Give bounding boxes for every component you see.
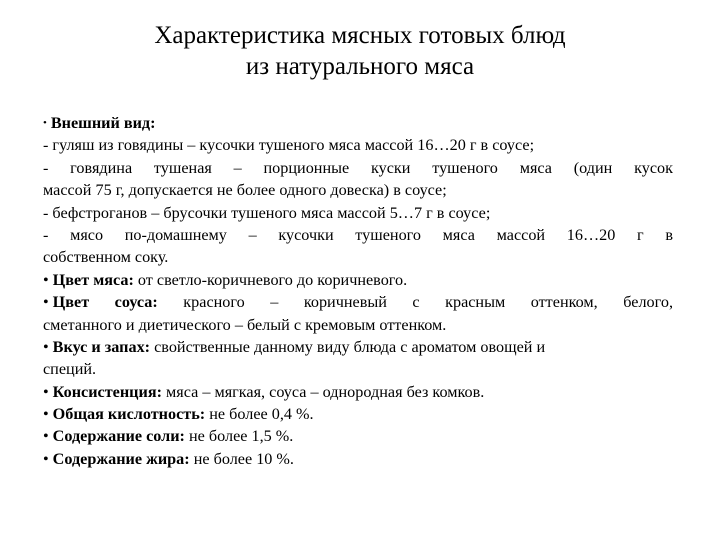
consistency-text: мяса – мягкая, соуса – однородная без комков. bbox=[161, 382, 485, 401]
taste-smell-text: свойственные данному виду блюда с ароматом овощей и bbox=[150, 337, 546, 356]
bullet-icon: • bbox=[43, 449, 49, 468]
bullet-icon: • bbox=[43, 427, 49, 446]
appearance-line: - бефстроганов – брусочки тушеного мяса массой 5…7 г в соусе; bbox=[43, 203, 491, 222]
bullet-icon: • bbox=[43, 270, 49, 289]
fat-item bbox=[43, 448, 673, 470]
slide-title bbox=[60, 20, 660, 82]
bullet-icon: • bbox=[43, 405, 49, 424]
appearance-line: - гуляш из говядины – кусочки тушеного мяса массой 16…20 г в соусе; bbox=[43, 136, 535, 155]
title-line-2: из натурального мяса bbox=[245, 53, 475, 80]
bullet-icon: • bbox=[43, 382, 49, 401]
fat-label: Содержание жира: bbox=[52, 449, 190, 468]
salt-label: Содержание соли: bbox=[52, 427, 185, 446]
taste-smell-label: Вкус и запах: bbox=[52, 337, 151, 356]
salt-text: не более 1,5 %. bbox=[184, 427, 294, 446]
title-line-1: Характеристика мясных готовых блюд bbox=[154, 22, 566, 49]
appearance-line: собственном соку. bbox=[43, 248, 169, 267]
sauce-color-item bbox=[43, 291, 673, 313]
sauce-color-text-cont: сметанного и диетического – белый с кремовым оттенком. bbox=[43, 315, 447, 334]
appearance-line: - мясо по-домашнему – кусочки тушеного мяса массой 16…20 г в bbox=[43, 225, 673, 244]
taste-smell-text-cont: специй. bbox=[43, 360, 97, 379]
acidity-label: Общая кислотность: bbox=[52, 405, 206, 424]
sauce-color-label: Цвет соуса: bbox=[52, 293, 158, 312]
meat-color-label: Цвет мяса: bbox=[52, 270, 134, 289]
bullet-icon: • bbox=[43, 117, 47, 129]
bullet-icon: • bbox=[43, 293, 49, 312]
bullet-icon: • bbox=[43, 337, 49, 356]
appearance-line: - говядина тушеная – порционные куски тушеного мяса (один кусок bbox=[43, 158, 673, 177]
taste-smell-item bbox=[43, 336, 673, 358]
appearance-line: массой 75 г, допускается не более одного довеска) в соусе; bbox=[43, 181, 447, 200]
acidity-item bbox=[43, 403, 673, 425]
consistency-item bbox=[43, 381, 673, 403]
consistency-label: Консистенция: bbox=[52, 382, 162, 401]
characteristics-list bbox=[43, 112, 673, 470]
fat-text: не более 10 %. bbox=[189, 449, 294, 468]
salt-item bbox=[43, 425, 673, 447]
appearance-label: Внешний вид: bbox=[50, 114, 156, 132]
meat-color-item bbox=[43, 269, 673, 291]
sauce-color-text: красного – коричневый с красным оттенком, белого, bbox=[157, 293, 673, 312]
acidity-text: не более 0,4 %. bbox=[205, 405, 314, 424]
appearance-heading bbox=[43, 112, 673, 134]
meat-color-text: от светло-коричневого до коричневого. bbox=[133, 270, 408, 289]
